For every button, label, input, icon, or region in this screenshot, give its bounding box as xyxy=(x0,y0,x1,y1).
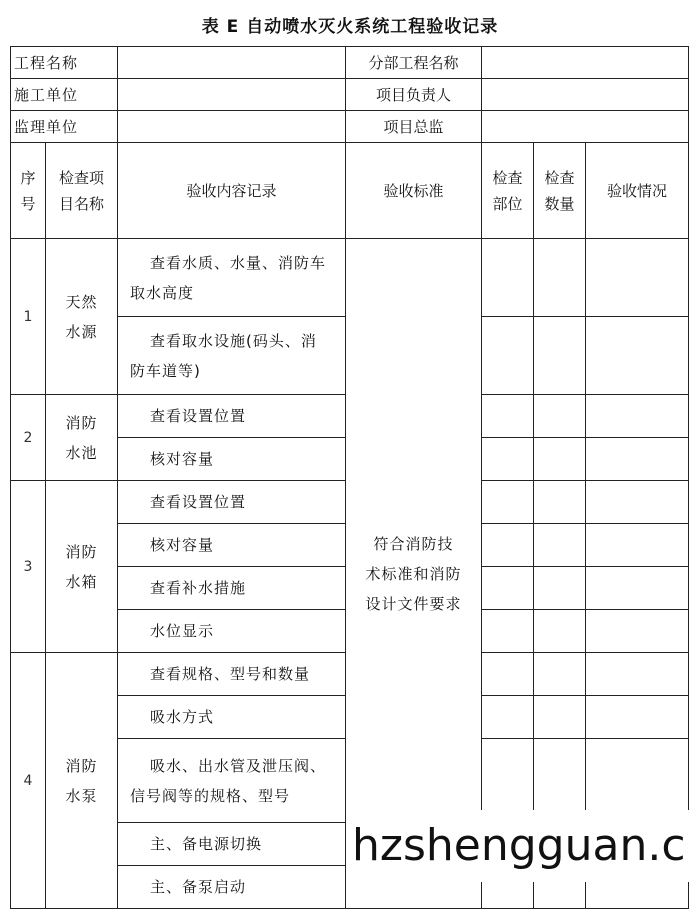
info-row-supervisor xyxy=(11,111,689,143)
part-cell[interactable] xyxy=(482,696,534,739)
document-title: 表 E 自动喷水灭火系统工程验收记录 xyxy=(201,17,499,37)
group-name: 消防 水池 xyxy=(46,395,118,481)
part-cell[interactable] xyxy=(482,567,534,610)
label-subproject-name: 分部工程名称 xyxy=(346,47,482,79)
value-supervisor[interactable] xyxy=(118,111,346,143)
column-header-row xyxy=(11,143,689,239)
col-seq: 序 号 xyxy=(11,143,46,239)
group-name: 消防 水泵 xyxy=(46,653,118,909)
group-name: 天然 水源 xyxy=(46,239,118,395)
count-cell[interactable] xyxy=(534,653,586,696)
status-cell[interactable] xyxy=(586,610,689,653)
part-cell[interactable] xyxy=(482,653,534,696)
content-cell: 核对容量 xyxy=(118,524,346,567)
count-cell[interactable] xyxy=(534,395,586,438)
status-cell[interactable] xyxy=(586,567,689,610)
group-seq: 1 xyxy=(11,239,46,395)
group-seq: 4 xyxy=(11,653,46,909)
group-seq: 3 xyxy=(11,481,46,653)
col-status: 验收情况 xyxy=(586,143,689,239)
value-subproject-name[interactable] xyxy=(482,47,689,79)
label-chief-supervisor: 项目总监 xyxy=(346,111,482,143)
status-cell[interactable] xyxy=(586,653,689,696)
label-contractor: 施工单位 xyxy=(11,79,118,111)
col-standard: 验收标准 xyxy=(346,143,482,239)
count-cell[interactable] xyxy=(534,696,586,739)
part-cell[interactable] xyxy=(482,438,534,481)
status-cell[interactable] xyxy=(586,239,689,317)
part-cell[interactable] xyxy=(482,317,534,395)
col-part: 检查 部位 xyxy=(482,143,534,239)
content-cell: 查看规格、型号和数量 xyxy=(118,653,346,696)
status-cell[interactable] xyxy=(586,524,689,567)
standard-cell: 符合消防技 术标准和消防 设计文件要求 xyxy=(346,239,482,909)
part-cell[interactable] xyxy=(482,524,534,567)
content-cell: 主、备泵启动 xyxy=(118,866,346,909)
site-watermark: hzshengguan.c xyxy=(352,810,697,882)
value-contractor[interactable] xyxy=(118,79,346,111)
col-count: 检查 数量 xyxy=(534,143,586,239)
content-cell: 吸水方式 xyxy=(118,696,346,739)
part-cell[interactable] xyxy=(482,610,534,653)
content-cell: 查看取水设施(码头、消 防车道等) xyxy=(118,317,346,395)
part-cell[interactable] xyxy=(482,395,534,438)
count-cell[interactable] xyxy=(534,239,586,317)
count-cell[interactable] xyxy=(534,481,586,524)
count-cell[interactable] xyxy=(534,524,586,567)
content-cell: 主、备电源切换 xyxy=(118,823,346,866)
group-name: 消防 水箱 xyxy=(46,481,118,653)
content-cell: 核对容量 xyxy=(118,438,346,481)
info-row-contractor xyxy=(11,79,689,111)
content-cell: 查看补水措施 xyxy=(118,567,346,610)
content-cell: 水位显示 xyxy=(118,610,346,653)
content-cell: 吸水、出水管及泄压阀、 信号阀等的规格、型号 xyxy=(118,739,346,823)
label-supervisor: 监理单位 xyxy=(11,111,118,143)
group-seq: 2 xyxy=(11,395,46,481)
status-cell[interactable] xyxy=(586,395,689,438)
value-project-manager[interactable] xyxy=(482,79,689,111)
table-row xyxy=(11,239,689,317)
info-row-project xyxy=(11,47,689,79)
content-cell: 查看设置位置 xyxy=(118,481,346,524)
count-cell[interactable] xyxy=(534,610,586,653)
content-cell: 查看设置位置 xyxy=(118,395,346,438)
part-cell[interactable] xyxy=(482,239,534,317)
part-cell[interactable] xyxy=(482,481,534,524)
status-cell[interactable] xyxy=(586,696,689,739)
col-content: 验收内容记录 xyxy=(118,143,346,239)
label-project-name: 工程名称 xyxy=(11,47,118,79)
status-cell[interactable] xyxy=(586,481,689,524)
count-cell[interactable] xyxy=(534,567,586,610)
count-cell[interactable] xyxy=(534,438,586,481)
status-cell[interactable] xyxy=(586,317,689,395)
label-project-manager: 项目负责人 xyxy=(346,79,482,111)
content-cell: 查看水质、水量、消防车 取水高度 xyxy=(118,239,346,317)
col-item: 检查项 目名称 xyxy=(46,143,118,239)
value-chief-supervisor[interactable] xyxy=(482,111,689,143)
value-project-name[interactable] xyxy=(118,47,346,79)
status-cell[interactable] xyxy=(586,438,689,481)
count-cell[interactable] xyxy=(534,317,586,395)
acceptance-record-table xyxy=(10,46,689,909)
